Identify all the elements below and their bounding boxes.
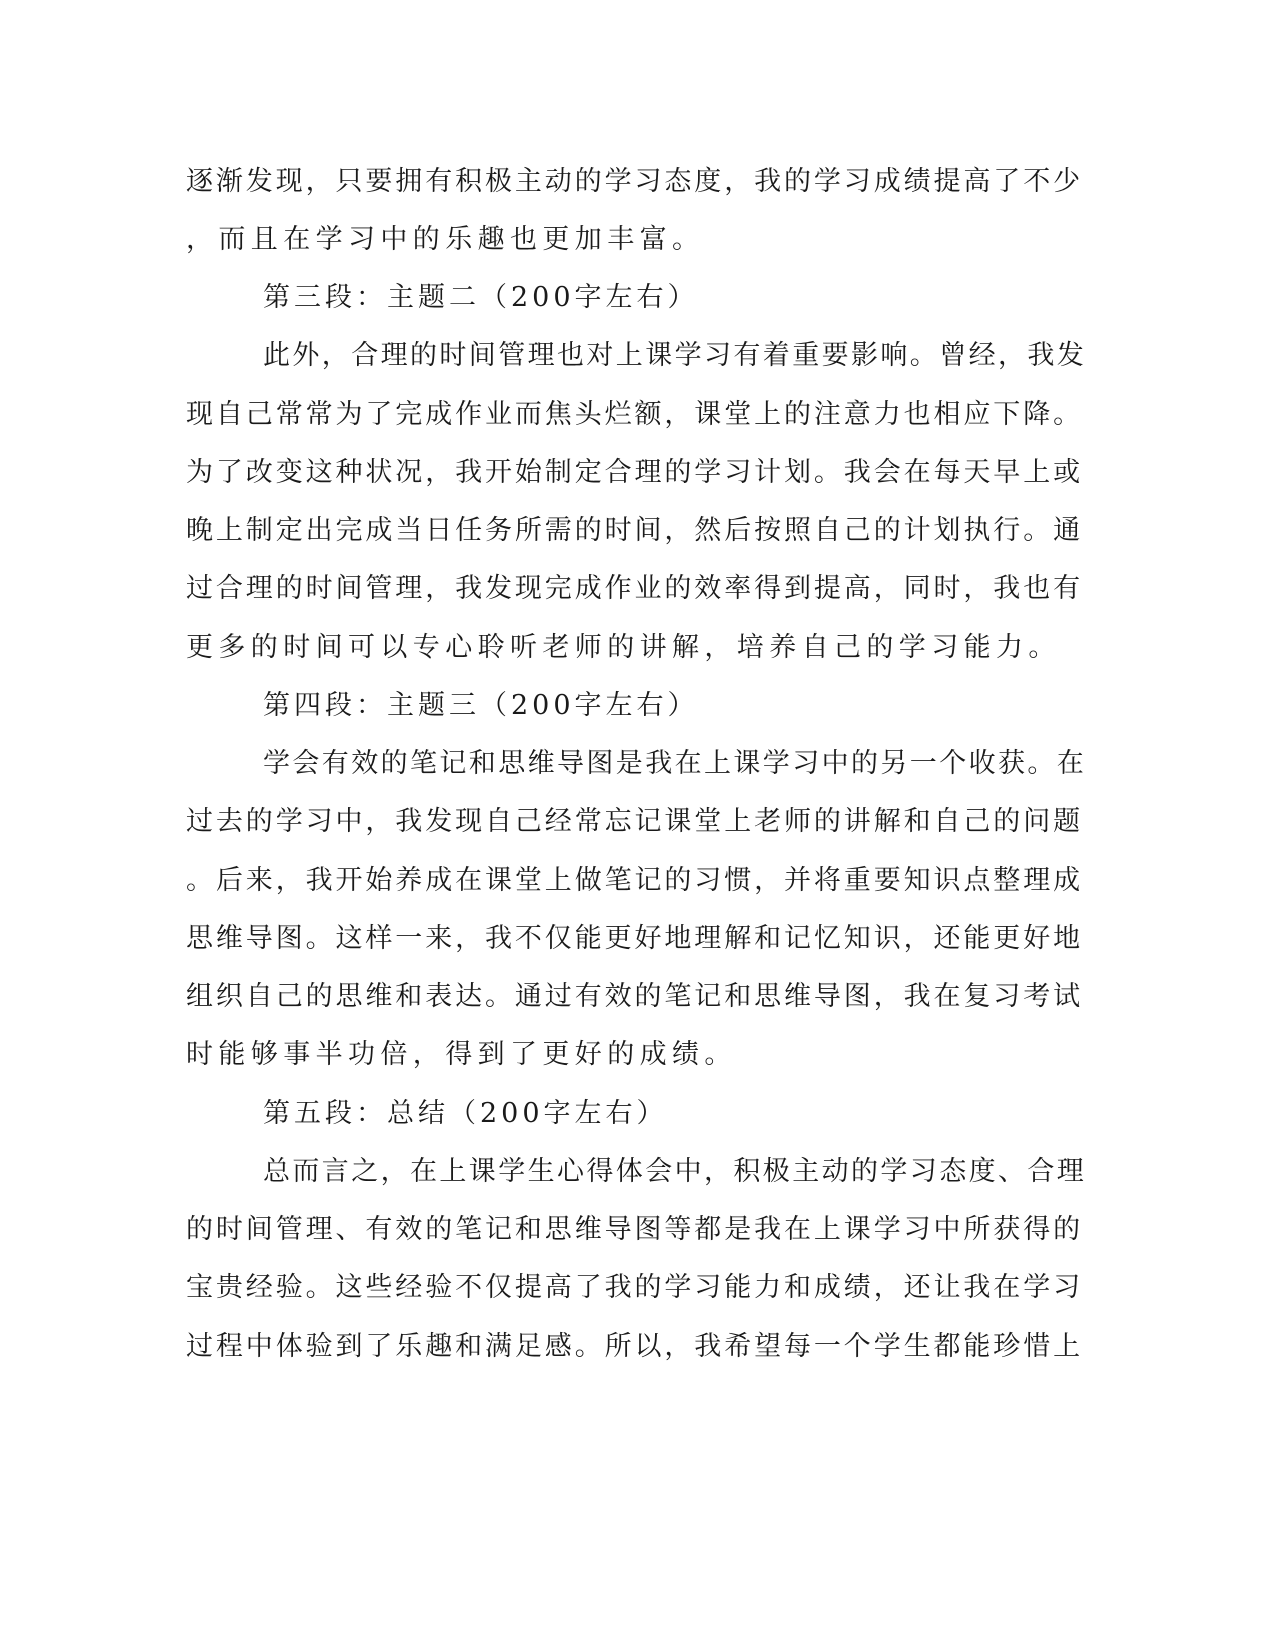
- paragraph-line: 过程中体验到了乐趣和满足感。所以，我希望每一个学生都能珍惜上: [186, 1331, 1083, 1362]
- paragraph-line: 此外，合理的时间管理也对上课学习有着重要影响。曾经，我发: [263, 340, 1087, 371]
- paragraph-line: 时能够事半功倍，得到了更好的成绩。: [186, 1039, 737, 1070]
- paragraph-line: 组织自己的思维和表达。通过有效的笔记和思维导图，我在复习考试: [186, 981, 1083, 1012]
- paragraph-line: 总而言之，在上课学生心得体会中，积极主动的学习态度、合理: [263, 1156, 1087, 1187]
- paragraph-line: 逐渐发现，只要拥有积极主动的学习态度，我的学习成绩提高了不少: [186, 166, 1083, 197]
- paragraph-line: 更多的时间可以专心聆听老师的讲解，培养自己的学习能力。: [186, 632, 1061, 663]
- section-heading-4: 第四段：主题三（200字左右）: [263, 690, 699, 721]
- paragraph-line: ，而且在学习中的乐趣也更加丰富。: [186, 224, 705, 255]
- paragraph-line: 思维导图。这样一来，我不仅能更好地理解和记忆知识，还能更好地: [186, 923, 1083, 954]
- paragraph-line: 。后来，我开始养成在课堂上做笔记的习惯，并将重要知识点整理成: [186, 865, 1083, 896]
- section-heading-3: 第三段：主题二（200字左右）: [263, 282, 699, 313]
- paragraph-line: 的时间管理、有效的笔记和思维导图等都是我在上课学习中所获得的: [186, 1214, 1083, 1245]
- paragraph-line: 现自己常常为了完成作业而焦头烂额，课堂上的注意力也相应下降。: [186, 399, 1083, 430]
- paragraph-line: 过合理的时间管理，我发现完成作业的效率得到提高，同时，我也有: [186, 573, 1083, 604]
- paragraph-line: 过去的学习中，我发现自己经常忘记课堂上老师的讲解和自己的问题: [186, 806, 1083, 837]
- paragraph-line: 为了改变这种状况，我开始制定合理的学习计划。我会在每天早上或: [186, 457, 1083, 488]
- paragraph-line: 宝贵经验。这些经验不仅提高了我的学习能力和成绩，还让我在学习: [186, 1272, 1083, 1303]
- paragraph-line: 学会有效的笔记和思维导图是我在上课学习中的另一个收获。在: [263, 748, 1087, 779]
- section-heading-5: 第五段：总结（200字左右）: [263, 1098, 668, 1129]
- paragraph-line: 晚上制定出完成当日任务所需的时间，然后按照自己的计划执行。通: [186, 515, 1083, 546]
